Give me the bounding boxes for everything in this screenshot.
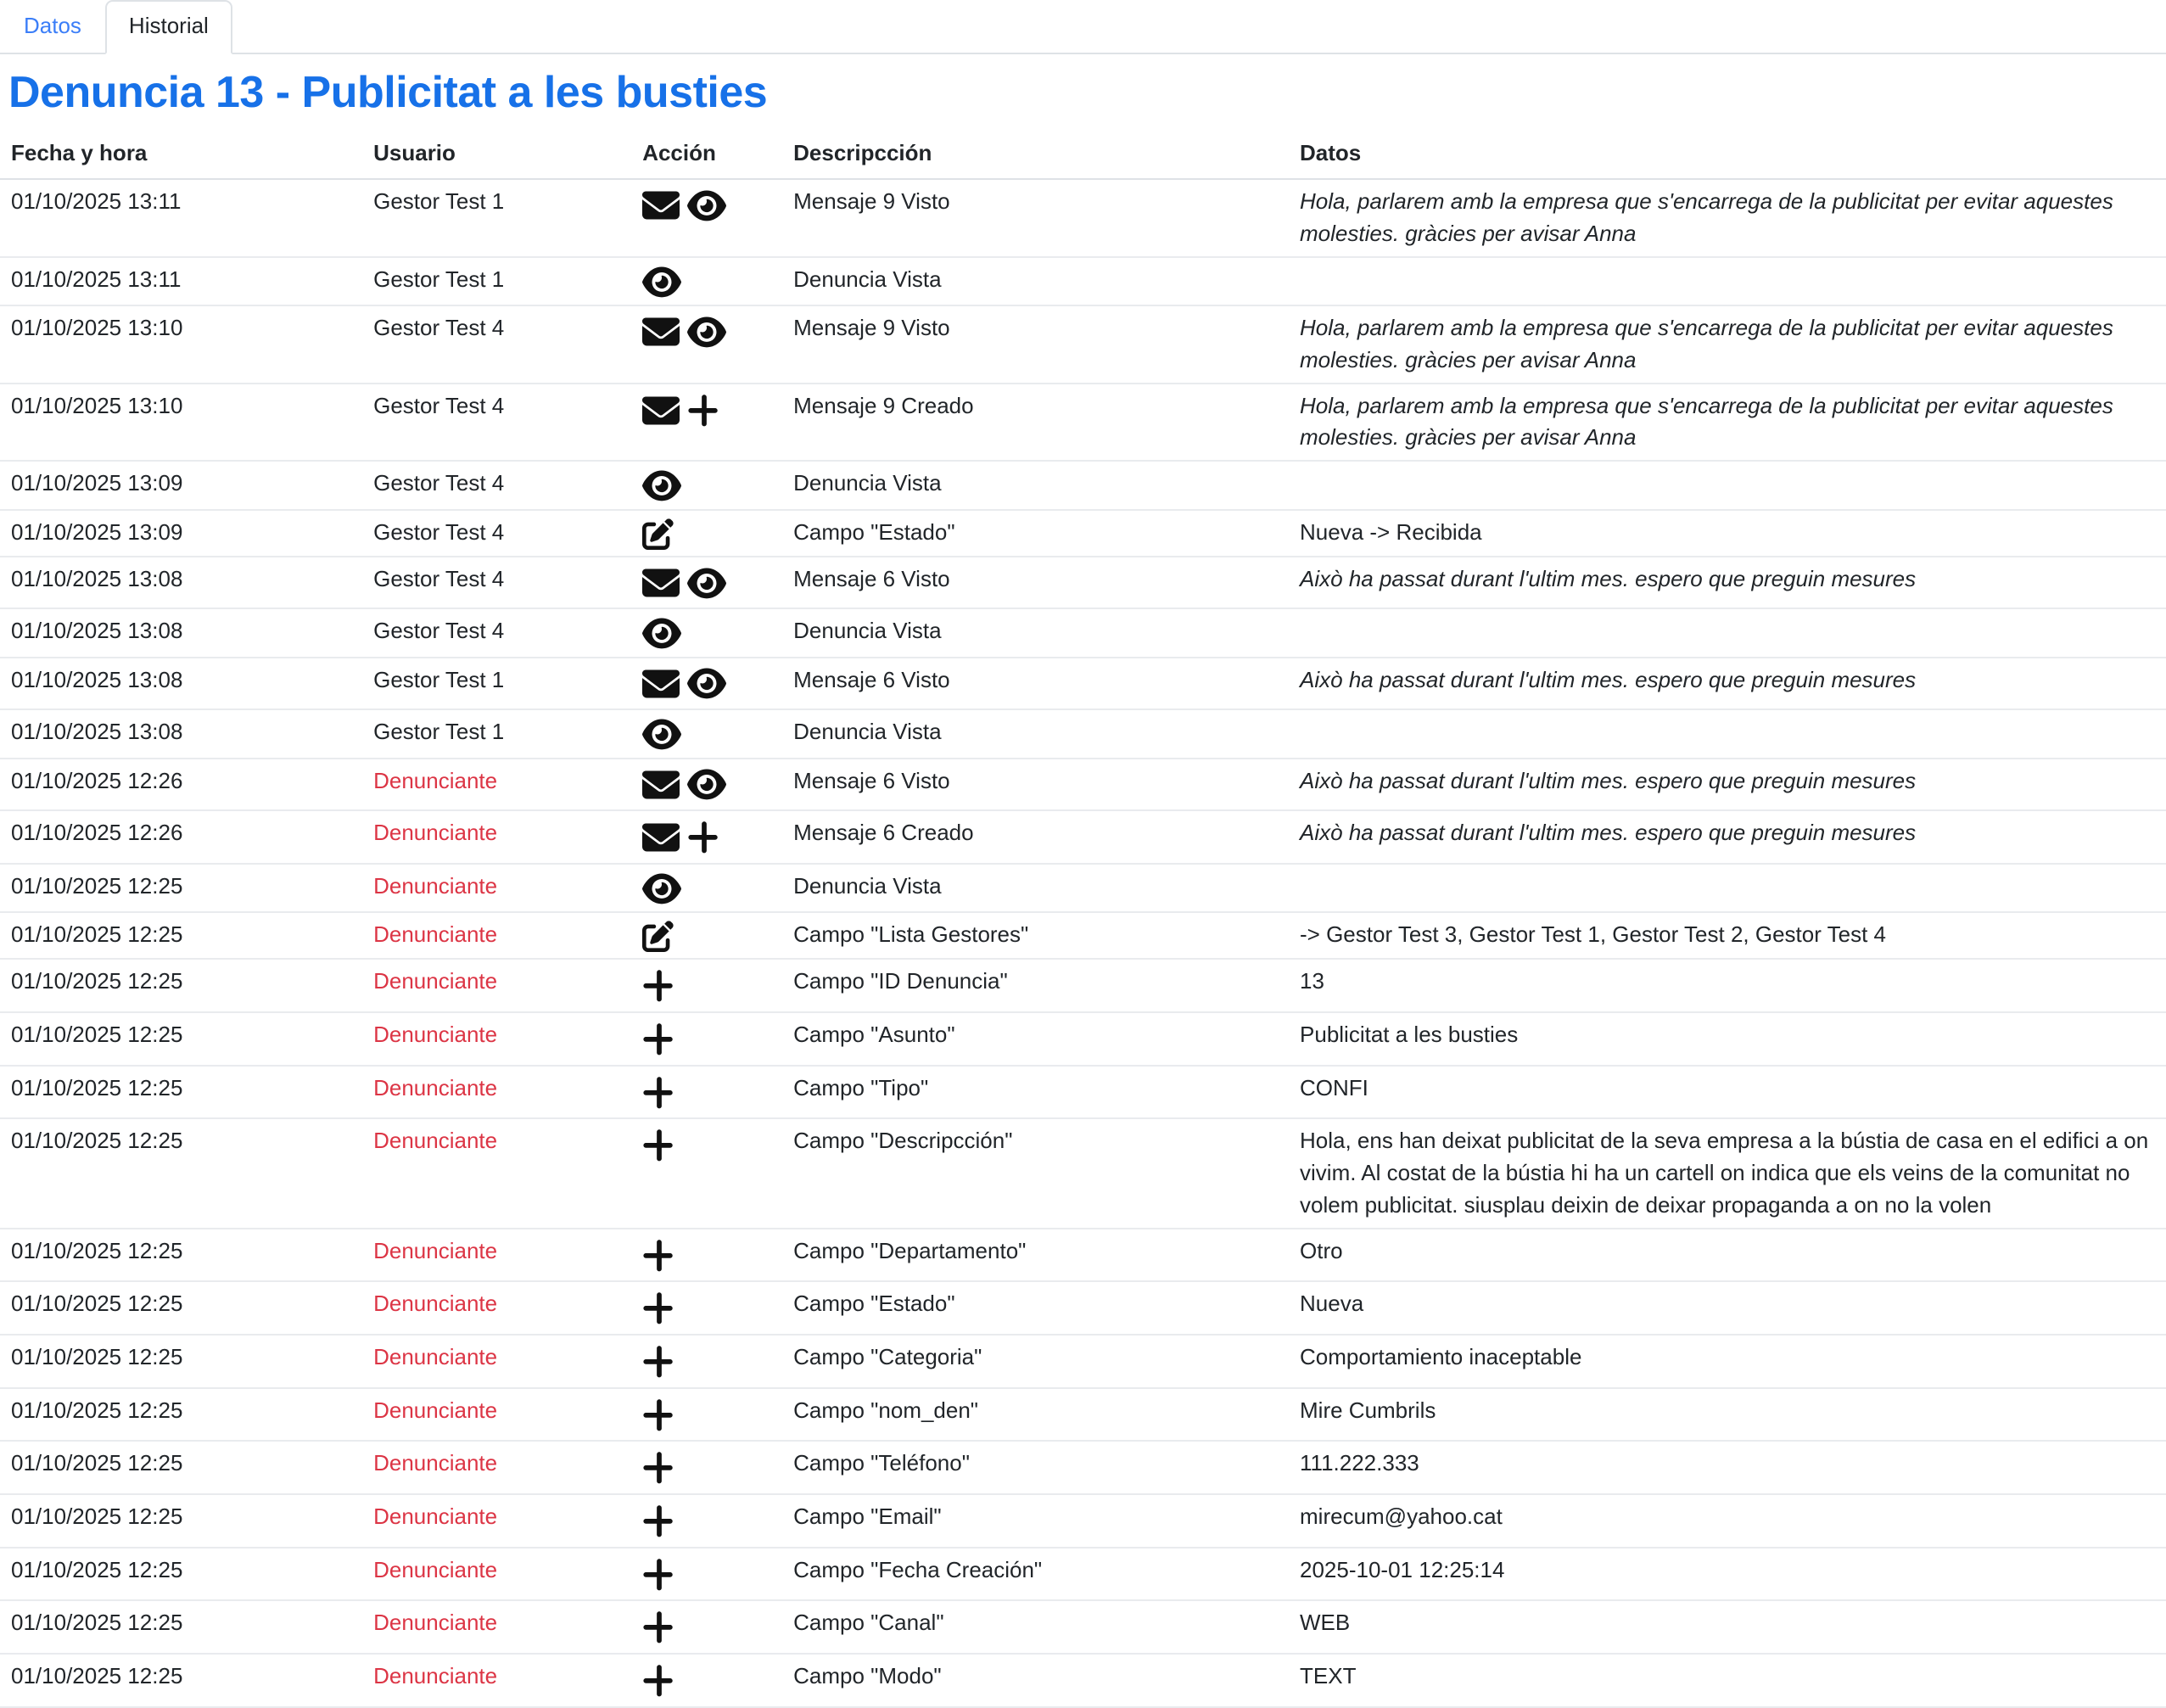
cell-descripcion: Denuncia Vista: [782, 608, 1289, 658]
action-icons: [642, 1126, 771, 1165]
cell-usuario: Denunciante: [362, 1066, 631, 1119]
action-icons: [642, 818, 771, 857]
eye-icon: [687, 188, 726, 223]
cell-fecha: 01/10/2025 13:08: [0, 557, 362, 608]
cell-descripcion: Campo "Teléfono": [782, 1441, 1289, 1494]
cell-fecha: 01/10/2025 12:25: [0, 1494, 362, 1548]
table-row: [0, 912, 2166, 959]
action-icons: [642, 518, 771, 550]
cell-fecha: 01/10/2025 13:10: [0, 305, 362, 383]
plus-icon: [642, 1502, 676, 1541]
cell-fecha: 01/10/2025 13:11: [0, 257, 362, 306]
action-icons: [642, 1502, 771, 1541]
cell-accion: [631, 1548, 782, 1601]
cell-usuario: Gestor Test 4: [362, 510, 631, 557]
table-row: [0, 1441, 2166, 1494]
cell-datos: Comportamiento inaceptable: [1289, 1335, 2166, 1388]
cell-descripcion: Campo "Estado": [782, 1281, 1289, 1335]
edit-icon: [642, 921, 674, 952]
cell-usuario: Gestor Test 1: [362, 257, 631, 306]
cell-accion: [631, 557, 782, 608]
plus-icon: [642, 1236, 676, 1275]
cell-datos: Nueva: [1289, 1281, 2166, 1335]
cell-fecha: 01/10/2025 12:26: [0, 810, 362, 864]
table-row: [0, 1494, 2166, 1548]
cell-accion: [631, 709, 782, 759]
action-icons: [642, 1448, 771, 1487]
cell-usuario: Denunciante: [362, 1441, 631, 1494]
cell-datos: -> Gestor Test 3, Gestor Test 1, Gestor Test 2, Gestor Test 4: [1289, 912, 2166, 959]
cell-datos: Hola, ens han deixat publicitat de la seva empresa a la bústia de casa en el edifici a on vivim. Al costat de la bústia hi ha un cartell on indica que els veins de la comunitat no volem publicitat. siusplau deixin de deixar propaganda a on no la volen: [1289, 1118, 2166, 1228]
col-header-datos: Datos: [1289, 132, 2166, 179]
action-icons: [642, 265, 771, 300]
cell-fecha: 01/10/2025 12:25: [0, 1654, 362, 1707]
plus-icon: [642, 1289, 676, 1328]
plus-icon: [642, 1073, 676, 1112]
cell-fecha: 01/10/2025 12:25: [0, 1012, 362, 1066]
action-icons: [642, 313, 771, 350]
cell-fecha: 01/10/2025 13:08: [0, 709, 362, 759]
cell-descripcion: Mensaje 6 Creado: [782, 810, 1289, 864]
cell-fecha: 01/10/2025 12:25: [0, 1229, 362, 1282]
cell-fecha: 01/10/2025 13:08: [0, 608, 362, 658]
eye-icon: [642, 468, 681, 503]
table-row: [0, 461, 2166, 510]
table-row: [0, 759, 2166, 810]
cell-descripcion: Campo "Email": [782, 1494, 1289, 1548]
cell-fecha: 01/10/2025 12:25: [0, 1441, 362, 1494]
cell-usuario: Denunciante: [362, 1335, 631, 1388]
cell-usuario: Denunciante: [362, 759, 631, 810]
cell-fecha: 01/10/2025 12:25: [0, 864, 362, 913]
cell-fecha: 01/10/2025 13:10: [0, 384, 362, 461]
envelope-icon: [642, 819, 680, 856]
plus-icon: [642, 1342, 676, 1381]
cell-descripcion: Denuncia Vista: [782, 257, 1289, 306]
table-row: [0, 864, 2166, 913]
cell-usuario: Gestor Test 4: [362, 384, 631, 461]
tab-bar: [0, 0, 2166, 54]
envelope-icon: [642, 392, 680, 429]
cell-descripcion: Mensaje 6 Visto: [782, 658, 1289, 709]
cell-fecha: 01/10/2025 12:25: [0, 1066, 362, 1119]
cell-usuario: Gestor Test 1: [362, 179, 631, 256]
cell-fecha: 01/10/2025 13:09: [0, 510, 362, 557]
cell-fecha: 01/10/2025 13:11: [0, 179, 362, 256]
cell-datos: TEXT: [1289, 1654, 2166, 1707]
action-icons: [642, 1396, 771, 1435]
table-row: [0, 1281, 2166, 1335]
cell-usuario: Denunciante: [362, 1600, 631, 1654]
plus-icon: [642, 1396, 676, 1435]
cell-accion: [631, 1118, 782, 1228]
cell-datos: CONFI: [1289, 1066, 2166, 1119]
cell-usuario: Denunciante: [362, 1281, 631, 1335]
action-icons: [642, 616, 771, 651]
table-row: [0, 557, 2166, 608]
cell-descripcion: Campo "Asunto": [782, 1012, 1289, 1066]
cell-datos: Hola, parlarem amb la empresa que s'encarrega de la publicitat per evitar aquestes molesties. gràcies per avisar Anna: [1289, 305, 2166, 383]
eye-icon: [687, 315, 726, 350]
cell-accion: [631, 1654, 782, 1707]
cell-accion: [631, 810, 782, 864]
cell-descripcion: Mensaje 6 Visto: [782, 557, 1289, 608]
cell-usuario: Gestor Test 4: [362, 461, 631, 510]
cell-datos: 13: [1289, 959, 2166, 1012]
eye-icon: [687, 767, 726, 802]
cell-accion: [631, 305, 782, 383]
action-icons: [642, 665, 771, 703]
plus-icon: [642, 1555, 676, 1594]
history-table: [0, 132, 2166, 1707]
cell-accion: [631, 658, 782, 709]
col-header-accion: Acción: [631, 132, 782, 179]
cell-usuario: Denunciante: [362, 959, 631, 1012]
action-icons: [642, 1020, 771, 1059]
cell-accion: [631, 1600, 782, 1654]
envelope-icon: [642, 665, 680, 703]
cell-fecha: 01/10/2025 12:25: [0, 1281, 362, 1335]
cell-accion: [631, 461, 782, 510]
cell-datos: [1289, 864, 2166, 913]
cell-accion: [631, 912, 782, 959]
action-icons: [642, 717, 771, 752]
plus-icon: [642, 1448, 676, 1487]
cell-descripcion: Denuncia Vista: [782, 709, 1289, 759]
action-icons: [642, 1661, 771, 1700]
table-row: [0, 810, 2166, 864]
eye-icon: [687, 666, 726, 701]
cell-usuario: Denunciante: [362, 1494, 631, 1548]
cell-datos: Nueva -> Recibida: [1289, 510, 2166, 557]
cell-usuario: Denunciante: [362, 912, 631, 959]
table-header-row: [0, 132, 2166, 179]
action-icons: [642, 1555, 771, 1594]
cell-accion: [631, 1281, 782, 1335]
cell-accion: [631, 959, 782, 1012]
cell-datos: 111.222.333: [1289, 1441, 2166, 1494]
cell-datos: [1289, 608, 2166, 658]
cell-accion: [631, 759, 782, 810]
action-icons: [642, 391, 771, 430]
cell-descripcion: Campo "ID Denuncia": [782, 959, 1289, 1012]
cell-usuario: Denunciante: [362, 1012, 631, 1066]
cell-descripcion: Mensaje 9 Visto: [782, 179, 1289, 256]
cell-usuario: Gestor Test 1: [362, 709, 631, 759]
cell-fecha: 01/10/2025 12:25: [0, 1335, 362, 1388]
cell-descripcion: Campo "Canal": [782, 1600, 1289, 1654]
eye-icon: [687, 566, 726, 601]
cell-accion: [631, 1494, 782, 1548]
cell-accion: [631, 257, 782, 306]
action-icons: [642, 1236, 771, 1275]
table-row: [0, 1548, 2166, 1601]
plus-icon: [687, 391, 721, 430]
plus-icon: [642, 1608, 676, 1647]
page-title: Denuncia 13 - Publicitat a les busties: [8, 67, 768, 117]
cell-accion: [631, 608, 782, 658]
cell-fecha: 01/10/2025 12:25: [0, 1548, 362, 1601]
table-row: [0, 384, 2166, 461]
cell-accion: [631, 1441, 782, 1494]
plus-icon: [642, 966, 676, 1005]
envelope-icon: [642, 766, 680, 804]
table-row: [0, 1654, 2166, 1707]
cell-fecha: 01/10/2025 12:25: [0, 959, 362, 1012]
cell-datos: Mire Cumbrils: [1289, 1388, 2166, 1442]
cell-datos: Això ha passat durant l'ultim mes. espero que preguin mesures: [1289, 810, 2166, 864]
plus-icon: [687, 818, 721, 857]
cell-descripcion: Campo "Lista Gestores": [782, 912, 1289, 959]
table-row: [0, 1066, 2166, 1119]
cell-datos: Això ha passat durant l'ultim mes. espero que preguin mesures: [1289, 658, 2166, 709]
table-row: [0, 179, 2166, 256]
cell-fecha: 01/10/2025 13:08: [0, 658, 362, 709]
edit-icon: [642, 518, 674, 550]
envelope-icon: [642, 313, 680, 350]
cell-datos: Publicitat a les busties: [1289, 1012, 2166, 1066]
cell-datos: [1289, 461, 2166, 510]
action-icons: [642, 966, 771, 1005]
action-icons: [642, 564, 771, 602]
envelope-icon: [642, 564, 680, 602]
cell-accion: [631, 384, 782, 461]
action-icons: [642, 766, 771, 804]
plus-icon: [642, 1126, 676, 1165]
col-header-usuario: Usuario: [362, 132, 631, 179]
cell-fecha: 01/10/2025 13:09: [0, 461, 362, 510]
cell-usuario: Denunciante: [362, 1654, 631, 1707]
table-row: [0, 709, 2166, 759]
cell-fecha: 01/10/2025 12:25: [0, 1118, 362, 1228]
action-icons: [642, 920, 771, 952]
cell-usuario: Gestor Test 4: [362, 608, 631, 658]
cell-datos: WEB: [1289, 1600, 2166, 1654]
table-row: [0, 257, 2166, 306]
cell-fecha: 01/10/2025 12:25: [0, 1600, 362, 1654]
cell-fecha: 01/10/2025 12:25: [0, 912, 362, 959]
cell-datos: 2025-10-01 12:25:14: [1289, 1548, 2166, 1601]
table-row: [0, 305, 2166, 383]
table-row: [0, 1229, 2166, 1282]
cell-accion: [631, 1229, 782, 1282]
cell-descripcion: Mensaje 9 Visto: [782, 305, 1289, 383]
cell-fecha: 01/10/2025 12:26: [0, 759, 362, 810]
cell-usuario: Denunciante: [362, 810, 631, 864]
action-icons: [642, 1608, 771, 1647]
table-row: [0, 608, 2166, 658]
table-row: [0, 658, 2166, 709]
cell-usuario: Denunciante: [362, 1548, 631, 1601]
cell-datos: [1289, 257, 2166, 306]
eye-icon: [642, 717, 681, 752]
cell-accion: [631, 864, 782, 913]
cell-descripcion: Denuncia Vista: [782, 461, 1289, 510]
cell-datos: Hola, parlarem amb la empresa que s'encarrega de la publicitat per evitar aquestes molesties. gràcies per avisar Anna: [1289, 179, 2166, 256]
cell-descripcion: Denuncia Vista: [782, 864, 1289, 913]
action-icons: [642, 1289, 771, 1328]
cell-descripcion: Campo "Estado": [782, 510, 1289, 557]
cell-datos: Hola, parlarem amb la empresa que s'encarrega de la publicitat per evitar aquestes molesties. gràcies per avisar Anna: [1289, 384, 2166, 461]
envelope-icon: [642, 187, 680, 224]
cell-usuario: Gestor Test 4: [362, 305, 631, 383]
cell-accion: [631, 510, 782, 557]
tab-historial[interactable]: Historial: [105, 0, 232, 54]
cell-descripcion: Mensaje 6 Visto: [782, 759, 1289, 810]
table-row: [0, 1600, 2166, 1654]
cell-accion: [631, 179, 782, 256]
eye-icon: [642, 616, 681, 651]
cell-datos: Otro: [1289, 1229, 2166, 1282]
cell-descripcion: Campo "nom_den": [782, 1388, 1289, 1442]
eye-icon: [642, 265, 681, 300]
table-row: [0, 1012, 2166, 1066]
cell-descripcion: Campo "Fecha Creación": [782, 1548, 1289, 1601]
cell-accion: [631, 1012, 782, 1066]
plus-icon: [642, 1020, 676, 1059]
cell-accion: [631, 1066, 782, 1119]
cell-descripcion: Campo "Modo": [782, 1654, 1289, 1707]
cell-usuario: Gestor Test 4: [362, 557, 631, 608]
table-row: [0, 1118, 2166, 1228]
table-row: [0, 1335, 2166, 1388]
action-icons: [642, 1342, 771, 1381]
cell-descripcion: Campo "Tipo": [782, 1066, 1289, 1119]
plus-icon: [642, 1661, 676, 1700]
action-icons: [642, 187, 771, 224]
cell-accion: [631, 1335, 782, 1388]
table-row: [0, 510, 2166, 557]
cell-datos: mirecum@yahoo.cat: [1289, 1494, 2166, 1548]
cell-datos: [1289, 709, 2166, 759]
action-icons: [642, 871, 771, 906]
action-icons: [642, 1073, 771, 1112]
cell-datos: Això ha passat durant l'ultim mes. espero que preguin mesures: [1289, 557, 2166, 608]
cell-usuario: Denunciante: [362, 1388, 631, 1442]
cell-usuario: Denunciante: [362, 1229, 631, 1282]
table-row: [0, 959, 2166, 1012]
cell-descripcion: Campo "Categoria": [782, 1335, 1289, 1388]
cell-usuario: Gestor Test 1: [362, 658, 631, 709]
tab-datos[interactable]: Datos: [24, 13, 81, 38]
cell-descripcion: Mensaje 9 Creado: [782, 384, 1289, 461]
table-row: [0, 1388, 2166, 1442]
cell-descripcion: Campo "Departamento": [782, 1229, 1289, 1282]
cell-descripcion: Campo "Descripcción": [782, 1118, 1289, 1228]
col-header-fecha: Fecha y hora: [0, 132, 362, 179]
cell-datos: Això ha passat durant l'ultim mes. espero que preguin mesures: [1289, 759, 2166, 810]
cell-accion: [631, 1388, 782, 1442]
action-icons: [642, 468, 771, 503]
cell-usuario: Denunciante: [362, 1118, 631, 1228]
cell-usuario: Denunciante: [362, 864, 631, 913]
col-header-descripcion: Descripcción: [782, 132, 1289, 179]
cell-fecha: 01/10/2025 12:25: [0, 1388, 362, 1442]
eye-icon: [642, 871, 681, 906]
